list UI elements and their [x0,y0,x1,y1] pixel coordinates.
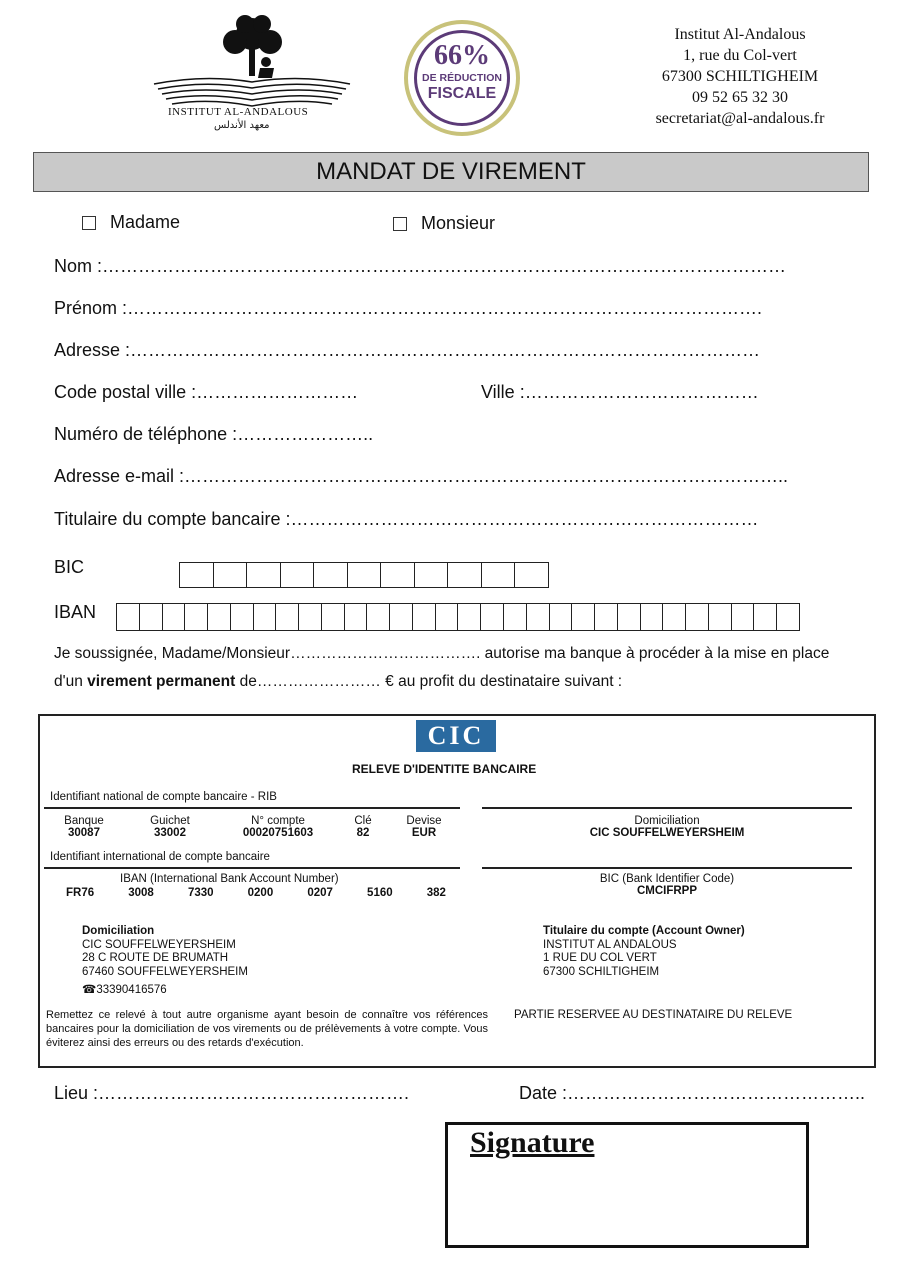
rib-domiciliation-header [482,815,852,839]
rib-col-devise [400,815,448,839]
domiciliation-value: CIC SOUFFELWEYERSHEIM [589,827,745,839]
institute-logo [150,12,355,137]
divider [482,867,852,869]
rib-col-value: 82 [356,827,370,839]
phone-icon: ☎ [82,984,97,996]
authorization-text [54,640,854,696]
iban-part: 0207 [307,887,333,899]
monsieur-label: Monsieur [421,213,496,233]
bic-input-boxes[interactable] [179,562,549,588]
rib-col-compte [230,815,326,839]
rib-col-header: Devise [406,815,442,827]
adresse-field[interactable]: Adresse :…………………………………………………………………………………………… [54,340,761,360]
institute-address [600,24,880,129]
badge-line1: DE RÉDUCTION [422,72,502,84]
titulaire-field[interactable]: Titulaire du compte bancaire :…………………………………………………………………… [54,509,759,529]
address-line: 1, rue du Col-vert [683,47,797,64]
owner-line: 67300 SCHILTIGHEIM [543,965,660,978]
badge-percent: 66% [434,40,490,71]
telephone-field[interactable]: Numéro de téléphone :………………….. [54,424,374,444]
domiciliation-phone: 33390416576 [96,984,167,996]
divider [482,807,852,809]
code-postal-field[interactable]: Code postal ville :……………………… [54,382,359,402]
address-email[interactable]: secretariat@al-andalous.fr [655,110,825,127]
rib-col-guichet [142,815,198,839]
authorization-bold: virement permanent [87,673,236,690]
bic-block [482,873,852,897]
owner-line: 1 RUE DU COL VERT [543,952,657,964]
rib-col-value: 33002 [154,827,186,839]
bic-value: CMCIFRPP [636,885,698,897]
owner-block-title: Titulaire du compte (Account Owner) [543,925,745,937]
rib-col-cle [346,815,380,839]
bic-label: BIC [54,557,85,577]
rib-col-value: 30087 [68,827,100,839]
rib-title: RELEVE D'IDENTITE BANCAIRE [352,762,537,776]
cic-logo: CIC [416,720,496,752]
signature-label: Signature [470,1126,595,1159]
civility-madame[interactable] [82,212,180,233]
divider [44,807,460,809]
rib-international-label: Identifiant international de compte bancaire [50,851,270,863]
iban-label: IBAN [54,602,97,622]
civility-monsieur[interactable] [393,213,495,234]
domiciliation-phone-row [82,984,248,998]
tree-book-icon [150,12,355,112]
iban-header: IBAN (International Bank Account Number) [120,873,339,885]
owner-block [543,925,745,979]
iban-part: 382 [426,887,446,899]
rib-col-banque [58,815,110,839]
rib-national-label: Identifiant national de compte bancaire - RIB [50,791,277,803]
rib-col-header: Banque [64,815,104,827]
iban-part: 7330 [187,887,214,899]
rib-notice: Remettez ce relevé à tout autre organisme ayant besoin de connaître vos références bancaires pour la domiciliation de vos virements ou de prélèvements à votre compte. Vous éviterez ainsi des erreurs ou des retards d'exécution. [46,1009,488,1049]
rib-col-value: EUR [411,827,437,839]
page-title: MANDAT DE VIREMENT [33,152,869,192]
domiciliation-line: 67460 SOUFFELWEYERSHEIM [82,965,248,978]
domiciliation-label: Domiciliation [634,815,700,827]
date-field[interactable]: Date :………………………………………….. [519,1083,866,1103]
domiciliation-line: CIC SOUFFELWEYERSHEIM [82,938,236,951]
monsieur-checkbox[interactable] [393,217,407,231]
logo-text: INSTITUT AL-ANDALOUS [168,106,309,118]
authorization-part1: Je soussignée, Madame/Monsieur………………………………. autorise ma banque à procéder à la mise en place d'un [54,645,830,690]
iban-part: 5160 [367,887,393,899]
madame-checkbox[interactable] [82,216,96,230]
rib-col-value: 00020751603 [242,827,314,839]
domiciliation-block [82,925,248,998]
domiciliation-block-title: Domiciliation [82,925,155,937]
address-phone: 09 52 65 32 30 [692,89,788,106]
bic-header: BIC (Bank Identifier Code) [599,873,735,885]
address-line: Institut Al-Andalous [674,26,806,43]
rib-col-header: Clé [354,815,372,827]
rib-col-header: N° compte [251,815,305,827]
nom-field[interactable]: Nom :…………………………………………………………………………………………………… [54,256,787,276]
domiciliation-line: 28 C ROUTE DE BRUMATH [82,952,229,964]
owner-line: INSTITUT AL ANDALOUS [543,938,677,951]
divider [44,867,460,869]
tax-reduction-badge [404,20,520,136]
iban-part: FR76 [66,887,95,899]
iban-values [66,887,446,899]
iban-input-boxes[interactable] [116,603,800,631]
logo-arabic-text: معهد الأندلس [214,120,270,131]
email-field[interactable]: Adresse e-mail :……………………………………………………………………………………….. [54,466,789,486]
authorization-part2: de…………………… € au profit du destinataire suivant : [235,673,623,690]
rib-col-header: Guichet [150,815,190,827]
madame-label: Madame [110,212,181,232]
address-line: 67300 SCHILTIGHEIM [661,68,819,85]
rib-reserved: PARTIE RESERVEE AU DESTINATAIRE DU RELEVE [514,1009,793,1021]
iban-part: 3008 [128,887,154,899]
iban-part: 0200 [247,887,274,899]
badge-line2: FISCALE [427,85,497,102]
ville-field[interactable]: Ville :………………………………… [481,382,759,402]
prenom-field[interactable]: Prénom :……………………………………………………………………………………………. [54,298,763,318]
lieu-field[interactable]: Lieu :……………………………………………. [54,1083,410,1103]
